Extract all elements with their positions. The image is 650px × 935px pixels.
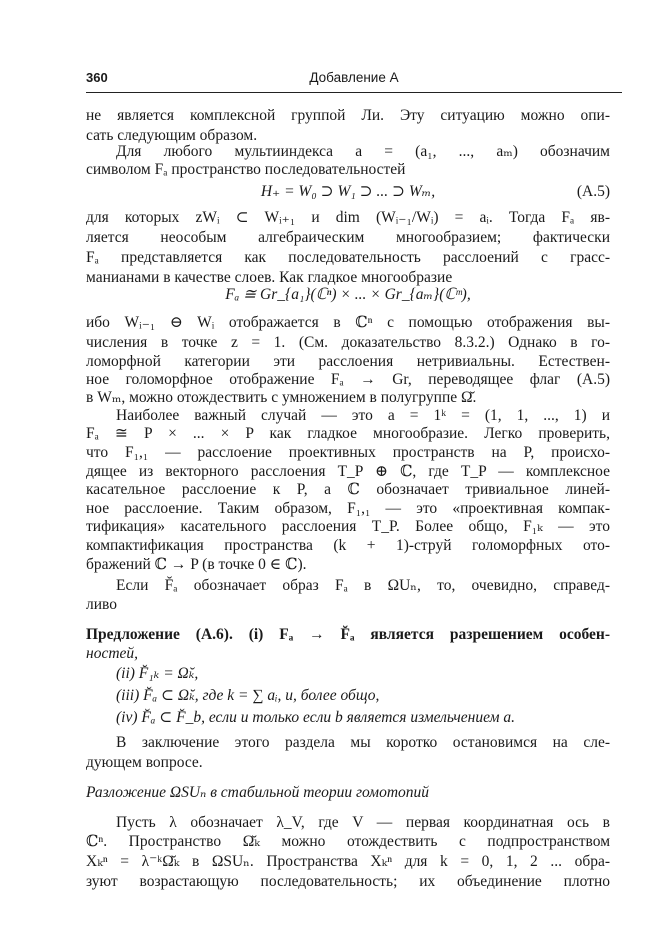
text-line: что F₁,₁ — расслоение проективных пространств на P, происхо- — [86, 444, 610, 461]
equation-tag: (А.5) — [576, 183, 610, 200]
text-line: зуют возрастающую последовательность; их объединение плотно — [86, 873, 610, 890]
page-number: 360 — [86, 70, 108, 85]
text-line: Fₐ ≅ P × ... × P как гладкое многообразие. Легко проверить, — [86, 425, 610, 442]
text-line: символом Fₐ пространство последовательностей — [86, 161, 406, 178]
proposition-item-iii: (iii) F̆ₐ ⊂ Ω̆ₖ, где k = ∑ aᵢ, и, более общо, — [116, 687, 380, 704]
text-line: сать следующим образом. — [86, 127, 258, 144]
text-line: Fₐ представляется как последовательность расслоений с грасс- — [86, 249, 610, 266]
text-line: дящее из векторного расслоения T_P ⊕ ℂ, где T_P — комплексное — [86, 463, 610, 480]
proposition-item-ii: (ii) F̆₁ₖ = Ω̆ₖ, — [116, 665, 199, 682]
text-line: ное голоморфное отображение Fₐ → Gr, переводящее флаг (А.5) — [86, 371, 610, 388]
text-line: ляется неособым алгебраическим многообразием; фактически — [86, 229, 610, 246]
text-line: не является комплексной группой Ли. Эту ситуацию можно опи- — [86, 107, 610, 124]
text-line: дующем вопросе. — [86, 754, 203, 771]
text-line: в Wₘ, можно отождествить с умножением в полугруппе Ω̆. — [86, 389, 477, 406]
text-line: касательное расслоение к P, а ℂ обозначает тривиальное линей- — [86, 481, 610, 498]
text-line: числения в точке z = 1. (См. доказательство 8.3.2.) Однако в го- — [86, 334, 610, 351]
running-title: Добавление А — [309, 70, 399, 85]
text-line: Наиболее важный случай — это a = 1ᵏ = (1, 1, ..., 1) и — [116, 407, 610, 424]
text-line: Если F̆ₐ обозначает образ Fₐ в ΩUₙ, то, очевидно, справед- — [116, 577, 610, 594]
text-line: Xₖⁿ = λ⁻ᵏΩ̆ₖ в ΩSUₙ. Пространства Xₖⁿ для k = 0, 1, 2 ... обра- — [86, 853, 610, 870]
running-header — [86, 70, 622, 93]
text-line: ибо Wᵢ₋₁ ⊖ Wᵢ отображается в ℂⁿ с помощью отображения вы- — [86, 314, 610, 331]
text-line: Для любого мультииндекса a = (a₁, ..., aₘ) обозначим — [116, 143, 610, 160]
text-line: ное расслоение. Таким образом, F₁,₁ — это «проективная компак- — [86, 500, 610, 517]
text-line: ℂⁿ. Пространство Ω̆ₖ можно отождествить с подпространством — [86, 833, 610, 850]
equation-body: H₊ = W₀ ⊃ W₁ ⊃ ... ⊃ Wₘ, — [260, 183, 436, 200]
text-line: ностей, — [86, 645, 139, 662]
proposition-heading: Предложение (А.6). (i) Fₐ → F̆ₐ является разрешением особен- — [86, 626, 610, 643]
equation-body: Fₐ ≅ Gr_{a₁}(ℂⁿ) × ... × Gr_{aₘ}(ℂᵐ), — [225, 286, 471, 303]
text-line: манианами в качестве слоев. Как гладкое многообразие — [86, 269, 453, 286]
text-line: компактификация пространства (k + 1)-струй голоморфных ото- — [86, 537, 610, 554]
text-line: бражений ℂ → P (в точке 0 ∈ ℂ). — [86, 556, 307, 573]
text-line: Пусть λ обозначает λ_V, где V — первая координатная ось в — [116, 814, 610, 831]
section-subheading: Разложение ΩSUₙ в стабильной теории гомотопий — [86, 784, 430, 801]
text-line: тификация» касательного расслоения T_P. Более общо, F₁ₖ — это — [86, 518, 610, 535]
text-line: В заключение этого раздела мы коротко остановимся на сле- — [116, 734, 610, 751]
text-line: ливо — [86, 596, 117, 613]
text-line: для которых zWᵢ ⊂ Wᵢ₊₁ и dim (Wᵢ₋₁/Wᵢ) = aᵢ. Тогда Fₐ яв- — [86, 209, 610, 226]
proposition-item-iv: (iv) F̆ₐ ⊂ F̆_b, если и только если b является измельчением a. — [116, 709, 515, 726]
text-line: ломорфной категории эти расслоения нетривиальны. Естествен- — [86, 353, 610, 370]
